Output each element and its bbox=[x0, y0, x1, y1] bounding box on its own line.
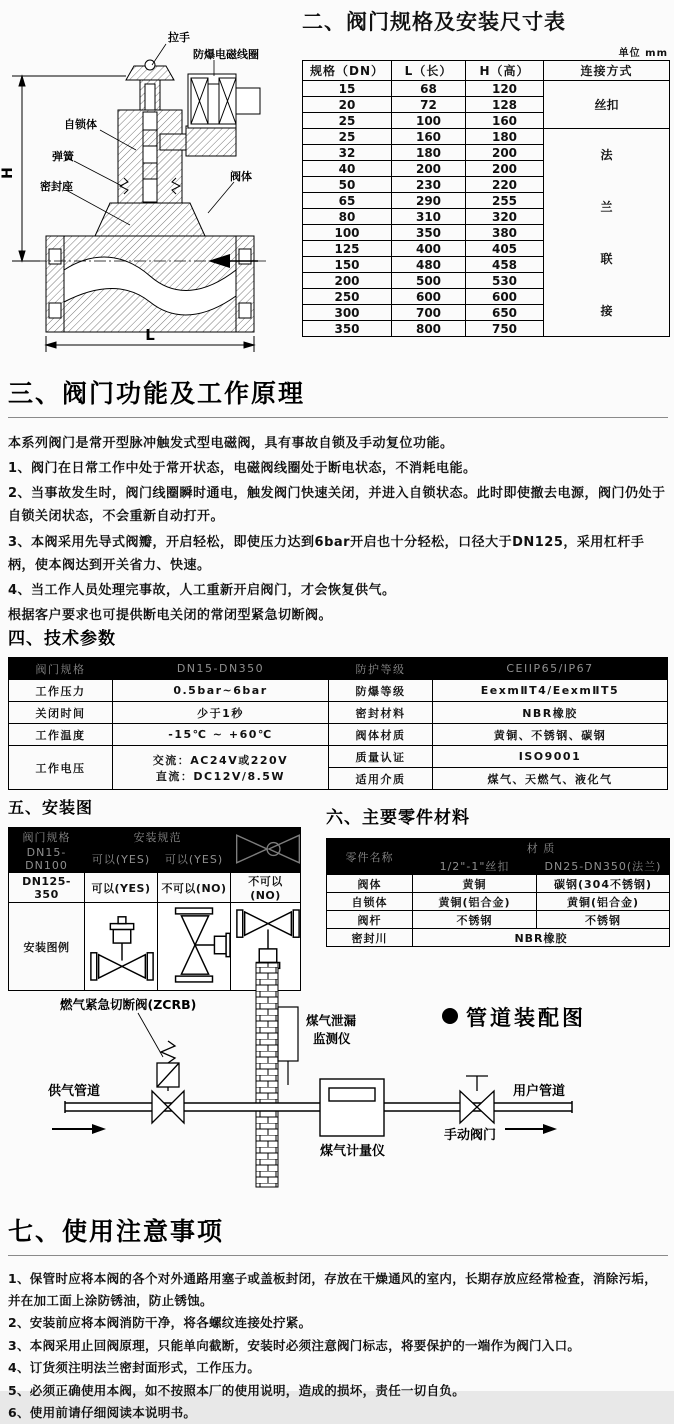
section-materials bbox=[326, 803, 670, 947]
parameter-cell: 工作压力 bbox=[9, 680, 113, 702]
spec-cell: 25 bbox=[303, 129, 392, 145]
leak-detector-icon bbox=[278, 1007, 298, 1085]
spec-cell: 220 bbox=[466, 177, 544, 193]
spec-cell: 250 bbox=[303, 289, 392, 305]
material-cell: 黄铜 bbox=[413, 875, 537, 893]
material-cell: DN25-DN350(法兰) bbox=[537, 857, 670, 875]
spec-cell: 128 bbox=[466, 97, 544, 113]
function-paragraph: 1、阀门在日常工作中处于常开状态，电磁阀线圈处于断电状态，不消耗电能。 bbox=[8, 461, 477, 477]
no-valve-symbol-icon bbox=[233, 831, 303, 867]
table-row bbox=[9, 828, 301, 846]
bullet-icon bbox=[442, 1008, 458, 1024]
gas-meter-label: 煤气计量仪 bbox=[320, 1144, 386, 1159]
spec-header-cell: 规格（DN） bbox=[303, 61, 392, 81]
valve-body-shape bbox=[46, 203, 254, 332]
parameter-cell: 工作电压 bbox=[9, 746, 113, 790]
spec-cell: 458 bbox=[466, 257, 544, 273]
no-install-symbol bbox=[231, 828, 301, 873]
table-row bbox=[327, 875, 670, 893]
zcrb-label: 燃气紧急切断阀(ZCRB) bbox=[60, 997, 197, 1012]
table-row bbox=[9, 873, 301, 903]
handle-label: 拉手 bbox=[168, 31, 190, 44]
spec-cell: 230 bbox=[392, 177, 466, 193]
function-paragraph: 2、当事故发生时，阀门线圈瞬时通电，触发阀门快速关闭，并进入自锁状态。此时即使撤去电源，阀门仍处于自锁关闭状态，不会重新自动打开。 bbox=[8, 486, 666, 525]
gas-meter-icon bbox=[320, 1079, 384, 1136]
manual-valve-icon bbox=[460, 1076, 494, 1123]
spec-cell: 200 bbox=[392, 161, 466, 177]
section-parameters bbox=[8, 624, 668, 790]
parameter-cell: 交流：AC24V或220V 直流：DC12V/8.5W bbox=[113, 746, 329, 790]
spring-label: 弹簧 bbox=[52, 150, 74, 163]
spec-cell: 65 bbox=[303, 193, 392, 209]
section6-title: 六、主要零件材料 bbox=[326, 808, 470, 828]
spec-cell: 405 bbox=[466, 241, 544, 257]
installation-cell: 可以(YES) bbox=[85, 873, 158, 903]
precaution-item: 5、必须正确使用本阀，如不按照本厂的使用说明，造成的损坏，责任一切自负。 bbox=[8, 1382, 465, 1398]
spec-header-row bbox=[303, 61, 670, 81]
spec-cell: 160 bbox=[392, 129, 466, 145]
spec-cell: 120 bbox=[466, 81, 544, 97]
spec-cell: 200 bbox=[303, 273, 392, 289]
spec-cell: 180 bbox=[392, 145, 466, 161]
connection-type-cell: 法 兰 联 接 bbox=[544, 129, 670, 337]
table-row bbox=[9, 680, 668, 702]
parameter-cell: 阀门规格 bbox=[9, 658, 113, 680]
precaution-item: 3、本阀采用止回阀原理，只能单向截断，安装时必须注意阀门标志，将要保护的一端作为阀门入口。 bbox=[8, 1337, 581, 1353]
parameter-cell: 黄铜、不锈钢、碳钢 bbox=[433, 724, 668, 746]
spec-cell: 600 bbox=[392, 289, 466, 305]
parameter-cell: 防爆等级 bbox=[329, 680, 433, 702]
installation-cell: DN15-DN100 bbox=[9, 846, 85, 873]
parameter-cell: CEIIP65/IP67 bbox=[433, 658, 668, 680]
parameter-cell: 密封材料 bbox=[329, 702, 433, 724]
spec-cell: 200 bbox=[466, 161, 544, 177]
material-cell: 黄铜(铝合金) bbox=[537, 893, 670, 911]
precaution-item: 4、订货须注明法兰密封面形式，工作压力。 bbox=[8, 1360, 261, 1375]
spec-cell: 150 bbox=[303, 257, 392, 273]
spec-cell: 600 bbox=[466, 289, 544, 305]
dim-l-label: L bbox=[145, 326, 155, 344]
handle-shape bbox=[126, 60, 174, 80]
spec-cell: 310 bbox=[392, 209, 466, 225]
material-cell: 碳钢(304不锈钢) bbox=[537, 875, 670, 893]
section3-title: 三、阀门功能及工作原理 bbox=[8, 374, 668, 418]
spec-cell: 380 bbox=[466, 225, 544, 241]
spec-cell: 350 bbox=[303, 321, 392, 337]
spec-cell: 500 bbox=[392, 273, 466, 289]
material-cell: 密封川 bbox=[327, 929, 413, 947]
seal-seat-label: 密封座 bbox=[40, 180, 73, 193]
precaution-item: 1、保管时应将本阀的各个对外通路用塞子或盖板封闭，存放在干燥通风的室内，长期存放应经常检查，消除污垢，并在加工面上涂防锈油，防止锈蚀。 bbox=[8, 1271, 657, 1308]
spec-cell: 25 bbox=[303, 113, 392, 129]
material-cell: 1/2"-1"丝扣 bbox=[413, 857, 537, 875]
spec-cell: 50 bbox=[303, 177, 392, 193]
spec-row bbox=[303, 81, 670, 97]
parameter-cell: ISO9001 bbox=[433, 746, 668, 768]
spec-cell: 125 bbox=[303, 241, 392, 257]
parameter-cell: 阀体材质 bbox=[329, 724, 433, 746]
unit-note: 单位 mm bbox=[618, 48, 668, 59]
parameter-cell: NBR橡胶 bbox=[433, 702, 668, 724]
table-row bbox=[327, 929, 670, 947]
material-cell: 不锈钢 bbox=[413, 911, 537, 929]
spec-header-cell: 连接方式 bbox=[544, 61, 670, 81]
spec-cell: 80 bbox=[303, 209, 392, 225]
table-row bbox=[9, 658, 668, 680]
installation-cell: 不可以(NO) bbox=[158, 873, 231, 903]
spec-cell: 650 bbox=[466, 305, 544, 321]
material-cell: 不锈钢 bbox=[537, 911, 670, 929]
material-cell: 材 质 bbox=[413, 839, 670, 857]
installation-cell: 可以(YES) bbox=[85, 846, 158, 873]
spec-row bbox=[303, 129, 670, 145]
wall-shape bbox=[256, 963, 278, 1187]
piping-title: 管道装配图 bbox=[466, 1006, 586, 1030]
spec-cell: 480 bbox=[392, 257, 466, 273]
parameter-cell: 适用介质 bbox=[329, 768, 433, 790]
installation-cell: 安装规范 bbox=[85, 828, 231, 846]
spec-cell: 40 bbox=[303, 161, 392, 177]
parameter-cell: 0.5bar~6bar bbox=[113, 680, 329, 702]
spec-cell: 72 bbox=[392, 97, 466, 113]
self-lock-label: 自锁体 bbox=[64, 118, 97, 131]
precaution-item: 2、安装前应将本阀消防干净，将各螺纹连接处拧紧。 bbox=[8, 1315, 312, 1330]
table-row bbox=[327, 893, 670, 911]
function-paragraph: 根据客户要求也可提供断电关闭的常闭型紧急切断阀。 bbox=[8, 607, 333, 623]
parameter-cell: 工作温度 bbox=[9, 724, 113, 746]
spec-cell: 350 bbox=[392, 225, 466, 241]
parameters-table bbox=[8, 657, 668, 790]
precaution-notes bbox=[8, 1268, 668, 1424]
table-row bbox=[9, 746, 668, 768]
material-cell: 阀杆 bbox=[327, 911, 413, 929]
material-cell: 自锁体 bbox=[327, 893, 413, 911]
leak-detector-label-line2: 监测仪 bbox=[313, 1031, 351, 1046]
spec-cell: 290 bbox=[392, 193, 466, 209]
spec-cell: 100 bbox=[303, 225, 392, 241]
parameter-cell: 关闭时间 bbox=[9, 702, 113, 724]
spec-cell: 320 bbox=[466, 209, 544, 225]
spec-header-cell: L（长） bbox=[392, 61, 466, 81]
table-row bbox=[327, 911, 670, 929]
body-label: 阀体 bbox=[230, 170, 252, 183]
spec-table bbox=[302, 60, 670, 337]
spec-header-cell: H（高） bbox=[466, 61, 544, 81]
installation-cell: 可以(YES) bbox=[158, 846, 231, 873]
supply-pipe-label: 供气管道 bbox=[48, 1084, 101, 1099]
materials-table bbox=[326, 838, 670, 947]
table-row bbox=[327, 839, 670, 857]
spec-cell: 160 bbox=[466, 113, 544, 129]
spec-cell: 68 bbox=[392, 81, 466, 97]
installation-cell: 不可以(NO) bbox=[231, 873, 301, 903]
piping-assembly-diagram bbox=[0, 955, 674, 1210]
section5-title: 五、安装图 bbox=[8, 798, 94, 817]
parameter-cell: -15℃ ~ +60℃ bbox=[113, 724, 329, 746]
parameter-cell: 煤气、天燃气、液化气 bbox=[433, 768, 668, 790]
valve-cross-section-drawing bbox=[0, 18, 300, 363]
pipe-shape bbox=[65, 1101, 572, 1113]
parameter-cell: DN15-DN350 bbox=[113, 658, 329, 680]
section2-title: 二、阀门规格及安装尺寸表 bbox=[302, 10, 566, 34]
parameter-cell: 少于1秒 bbox=[113, 702, 329, 724]
section-function bbox=[8, 374, 668, 627]
function-paragraph: 本系列阀门是常开型脉冲触发式型电磁阀，具有事故自锁及手动复位功能。 bbox=[8, 436, 454, 451]
spec-cell: 750 bbox=[466, 321, 544, 337]
spec-cell: 255 bbox=[466, 193, 544, 209]
spec-cell: 32 bbox=[303, 145, 392, 161]
connection-type-cell: 丝扣 bbox=[544, 81, 670, 129]
dim-h-label: H bbox=[0, 167, 16, 179]
user-pipe-label: 用户管道 bbox=[513, 1084, 566, 1099]
table-row bbox=[9, 702, 668, 724]
material-cell: 黄铜(铝合金) bbox=[413, 893, 537, 911]
installation-cell: 安装图例 bbox=[9, 903, 85, 991]
function-paragraph: 3、本阀采用先导式阀瓣，开启轻松，即使压力达到6bar开启也十分轻松，口径大于DN125，采用杠杆手柄，使本阀达到开关省力、快速。 bbox=[8, 534, 645, 573]
installation-cell: 阀门规格 bbox=[9, 828, 85, 846]
material-cell: 阀体 bbox=[327, 875, 413, 893]
coil-label: 防爆电磁线圈 bbox=[193, 48, 259, 61]
spec-cell: 180 bbox=[466, 129, 544, 145]
material-cell: NBR橡胶 bbox=[413, 929, 670, 947]
precaution-item: 6、使用前请仔细阅读本说明书。 bbox=[8, 1405, 197, 1420]
spec-cell: 530 bbox=[466, 273, 544, 289]
spec-cell: 15 bbox=[303, 81, 392, 97]
section-spec-table bbox=[302, 6, 670, 337]
table-row bbox=[9, 724, 668, 746]
function-paragraph: 4、当工作人员处理完事故，人工重新开启阀门，才会恢复供气。 bbox=[8, 582, 396, 598]
parameter-cell: 防护等级 bbox=[329, 658, 433, 680]
spec-cell: 200 bbox=[466, 145, 544, 161]
function-paragraphs bbox=[8, 432, 668, 627]
spec-cell: 20 bbox=[303, 97, 392, 113]
parameter-cell: 质量认证 bbox=[329, 746, 433, 768]
installation-cell: DN125-350 bbox=[9, 873, 85, 903]
leak-detector-label-line1: 煤气泄漏 bbox=[306, 1013, 357, 1028]
section4-title: 四、技术参数 bbox=[8, 629, 116, 649]
spec-cell: 700 bbox=[392, 305, 466, 321]
manual-valve-label: 手动阀门 bbox=[444, 1128, 497, 1143]
spec-cell: 800 bbox=[392, 321, 466, 337]
section7-title: 七、使用注意事项 bbox=[8, 1212, 668, 1256]
zcrb-leader-line bbox=[138, 1013, 163, 1057]
spec-cell: 100 bbox=[392, 113, 466, 129]
material-cell: 零件名称 bbox=[327, 839, 413, 875]
spec-cell: 400 bbox=[392, 241, 466, 257]
spec-cell: 300 bbox=[303, 305, 392, 321]
parameter-cell: EexmⅡT4/EexmⅡT5 bbox=[433, 680, 668, 702]
section-precautions bbox=[8, 1212, 668, 1424]
